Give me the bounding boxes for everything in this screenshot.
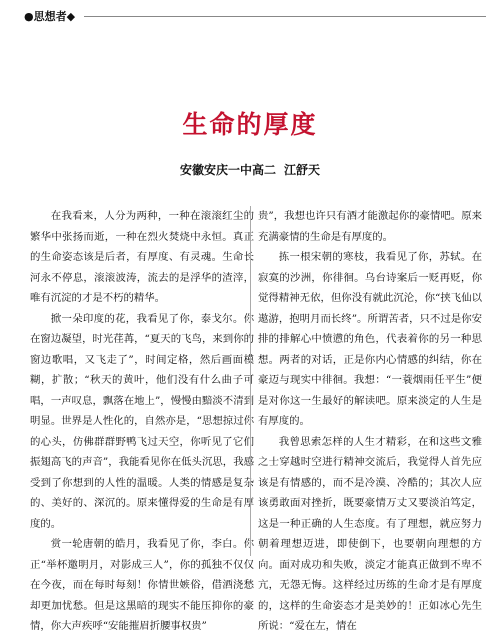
author-school: 安徽安庆一中高二 [179, 163, 276, 177]
paragraph: 贵”，我想也许只有酒才能激起你的豪情吧。原来充满豪情的生命是有厚度的。 [258, 210, 482, 243]
section-label: ●思想者◆ [24, 10, 76, 23]
column-divider [250, 206, 251, 556]
paragraph: 赏一轮唐朝的皓月，我看见了你，李白。你正“举杯邀明月，对影成三人”，你的孤独不仅仅在今夜，而在每时每刻！你情世嫉俗，借酒浇愁却更加忧愁。但是这黑暗的现实不能压抑你的豪情，你大声疾呼“安能摧眉折腰事权贵” [30, 538, 254, 632]
paragraph: 掀一朵印度的花，我看见了你，泰戈尔。你在窗边凝望，时光荏苒，“夏天的飞鸟，来到你的窗边歌唱，又飞走了”，时间定格，然后画面模糊，扩散；“秋天的黄叶，他们没有什么曲子可唱，一声叹息，飘落在地上”，慢慢由黯淡不清到明显。世界是人性化的，自然亦是，“思想掠过你的心头，仿佛群群野鸭飞过天空，你听见了它们振翅高飞的声音”，我能看见你在低头沉思，我感受到了你想到的人性的温暖。人类的情感是复杂的、美好的、深沉的。原来懂得爱的生命是有厚度的。 [30, 312, 254, 530]
article-title: 生命的厚度 [182, 110, 318, 139]
left-column [30, 206, 254, 632]
header-rule [84, 16, 486, 17]
paragraph: 在我看来，人分为两种，一种在滚滚红尘的繁华中张扬而逝，一种在烈火焚烧中永恒。真正的生命姿态该是后者，有厚度、有灵魂。生命长河永不停息，滚滚波涛，流去的是浮华的渣滓，唯有沉淀的才是不朽的精华。 [30, 210, 254, 304]
author-name: 江舒天 [284, 163, 321, 177]
byline [0, 161, 500, 178]
paragraph: 拣一根宋朝的寒枝，我看见了你，苏轼。在寂寞的沙洲，你徘徊。乌台诗案后一贬再贬，你觉得精神无依，但你没有就此沉沦，你“挟飞仙以遨游，抱明月而长终”。所谓苦者，只不过是你安排的排解心中愤懑的角色，代表着你的另一种思想。两者的对话，正是你内心情感的纠结，你在豪迈与现实中徘徊。我想：“一蓑烟雨任平生”便是对你这一生最好的解读吧。原来淡定的人生是有厚度的。 [258, 251, 482, 427]
paragraph: 我曾思索怎样的人生才精彩，在和这些文雅之士穿越时空进行精神交流后，我觉得人首先应该是有情感的，而不是冷漠、冷酷的；其次人应该勇敢面对挫折，既要豪情万丈又要淡泊笃定，这是一种正确的人生态度。有了理想，就应努力朝着理想迈进，即使倒下，也要朝向理想的方向。面对成功和失败，淡定才能真正做到不卑不亢，无怨无悔。这样经过历练的生命才是有厚度的，这样的生命姿态才是美妙的！正如冰心先生所说：“爱在左，情在 [258, 435, 482, 632]
page-header [0, 0, 500, 26]
right-column [258, 206, 482, 632]
